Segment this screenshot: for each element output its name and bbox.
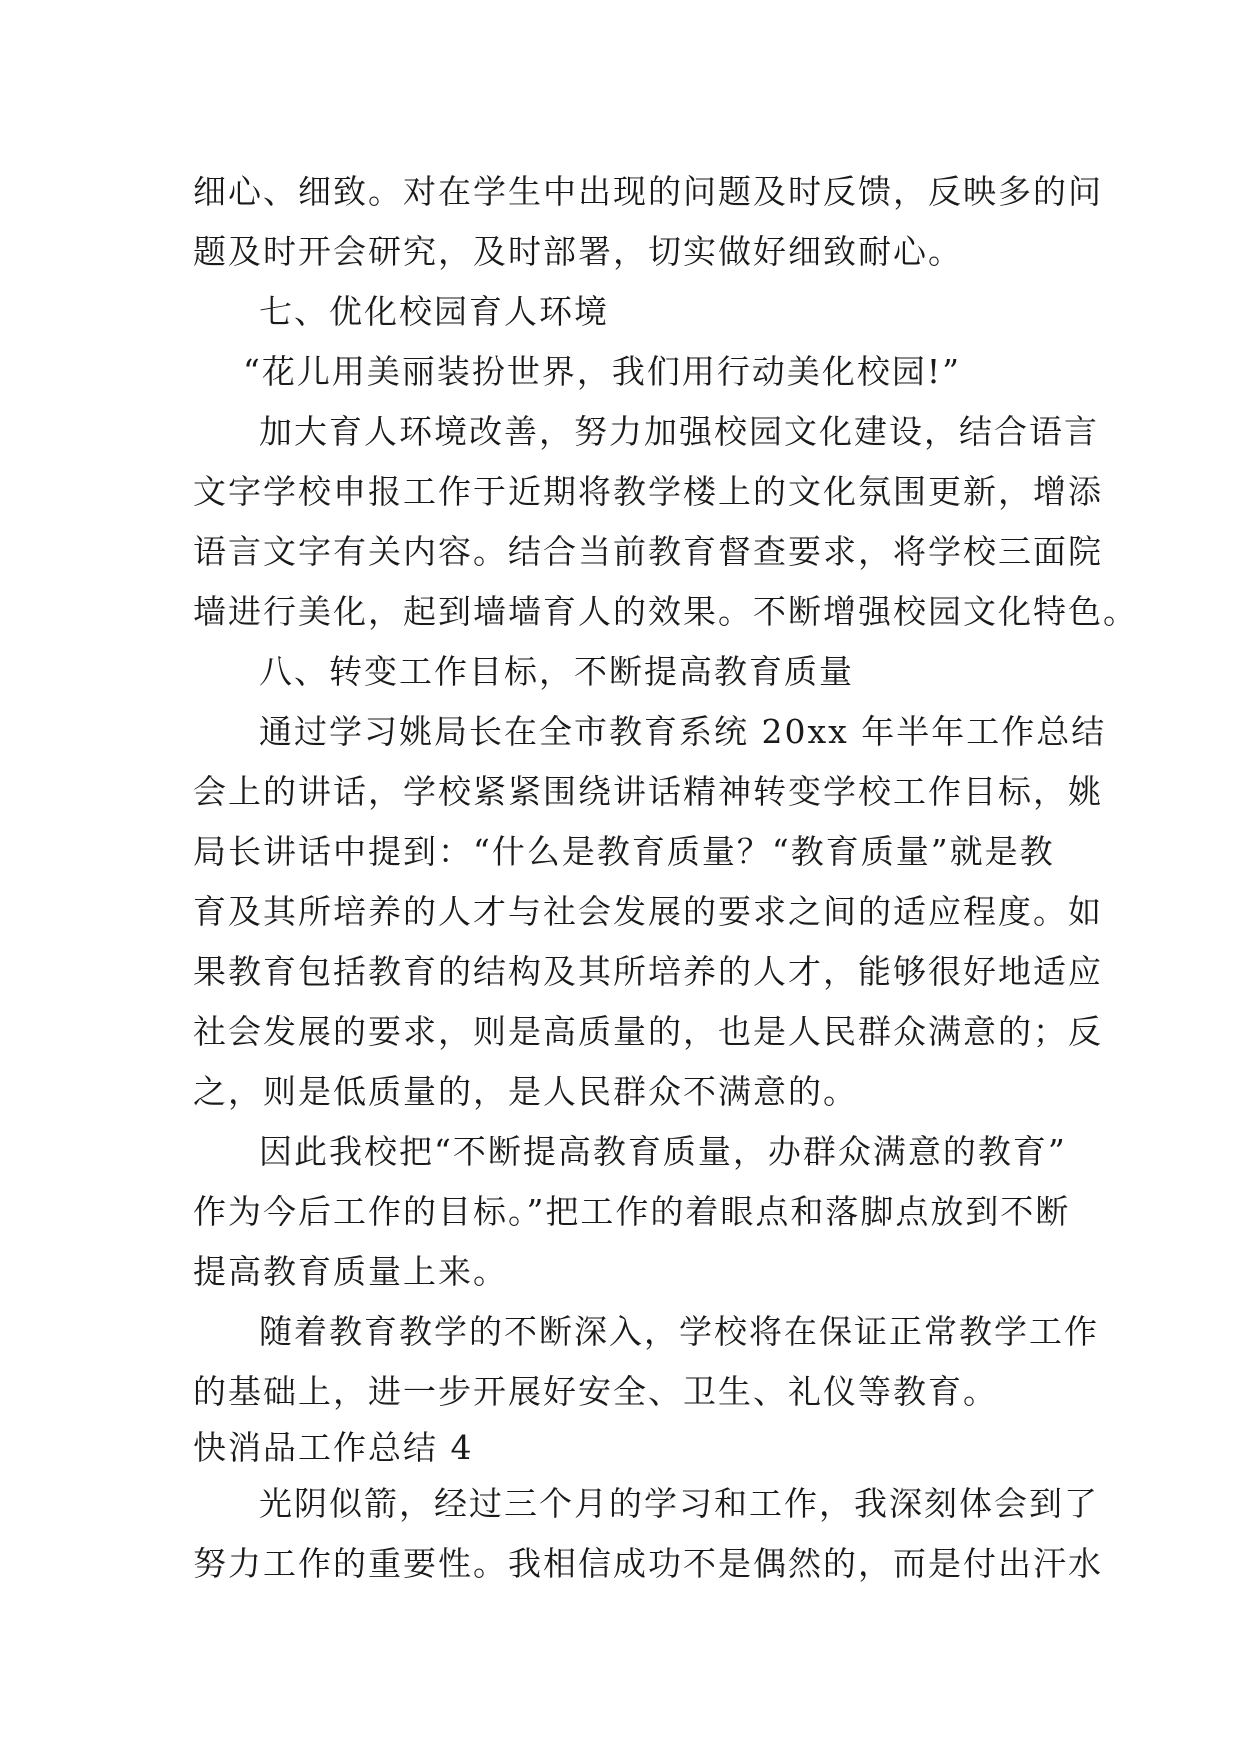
section-heading-8: 八、转变工作目标，不断提高教育质量: [259, 652, 854, 691]
paragraph-line: 局长讲话中提到：“什么是教育质量？“教育质量”就是教: [193, 832, 1055, 871]
paragraph-line: 提高教育质量上来。: [193, 1252, 508, 1291]
paragraph-line: 育及其所培养的人才与社会发展的要求之间的适应程度。如: [193, 892, 1103, 931]
paragraph-line: 随着教育教学的不断深入，学校将在保证正常教学工作: [259, 1312, 1099, 1351]
article-title-4: 快消品工作总结 4: [193, 1428, 474, 1467]
paragraph-line: 作为今后工作的目标。”把工作的着眼点和落脚点放到不断: [193, 1192, 1071, 1231]
paragraph-line: 果教育包括教育的结构及其所培养的人才，能够很好地适应: [193, 952, 1103, 991]
paragraph-line: 墙进行美化，起到墙墙育人的效果。不断增强校园文化特色。: [193, 592, 1138, 631]
paragraph-line: 光阴似箭，经过三个月的学习和工作，我深刻体会到了: [259, 1484, 1099, 1523]
paragraph-line: 社会发展的要求，则是高质量的，也是人民群众满意的；反: [193, 1012, 1103, 1051]
quote-line: “花儿用美丽装扮世界，我们用行动美化校园!”: [243, 352, 962, 391]
paragraph-line: 题及时开会研究，及时部署，切实做好细致耐心。: [193, 232, 963, 271]
paragraph-line: 通过学习姚局长在全市教育系统 20xx 年半年工作总结: [259, 712, 1107, 751]
section-heading-7: 七、优化校园育人环境: [259, 292, 609, 331]
paragraph-line: 加大育人环境改善，努力加强校园文化建设，结合语言: [259, 412, 1099, 451]
paragraph-line: 之，则是低质量的，是人民群众不满意的。: [193, 1072, 858, 1111]
paragraph-line: 努力工作的重要性。我相信成功不是偶然的，而是付出汗水: [193, 1544, 1103, 1583]
document-body: [193, 162, 1138, 1594]
paragraph-line: 语言文字有关内容。结合当前教育督查要求，将学校三面院: [193, 532, 1103, 571]
paragraph-line: 细心、细致。对在学生中出现的问题及时反馈，反映多的问: [193, 172, 1103, 211]
paragraph-line: 的基础上，进一步开展好安全、卫生、礼仪等教育。: [193, 1372, 998, 1411]
paragraph-line: 文字学校申报工作于近期将教学楼上的文化氛围更新，增添: [193, 472, 1103, 511]
paragraph-line: 会上的讲话，学校紧紧围绕讲话精神转变学校工作目标，姚: [193, 772, 1103, 811]
paragraph-line: 因此我校把“不断提高教育质量，办群众满意的教育”: [259, 1132, 1067, 1171]
